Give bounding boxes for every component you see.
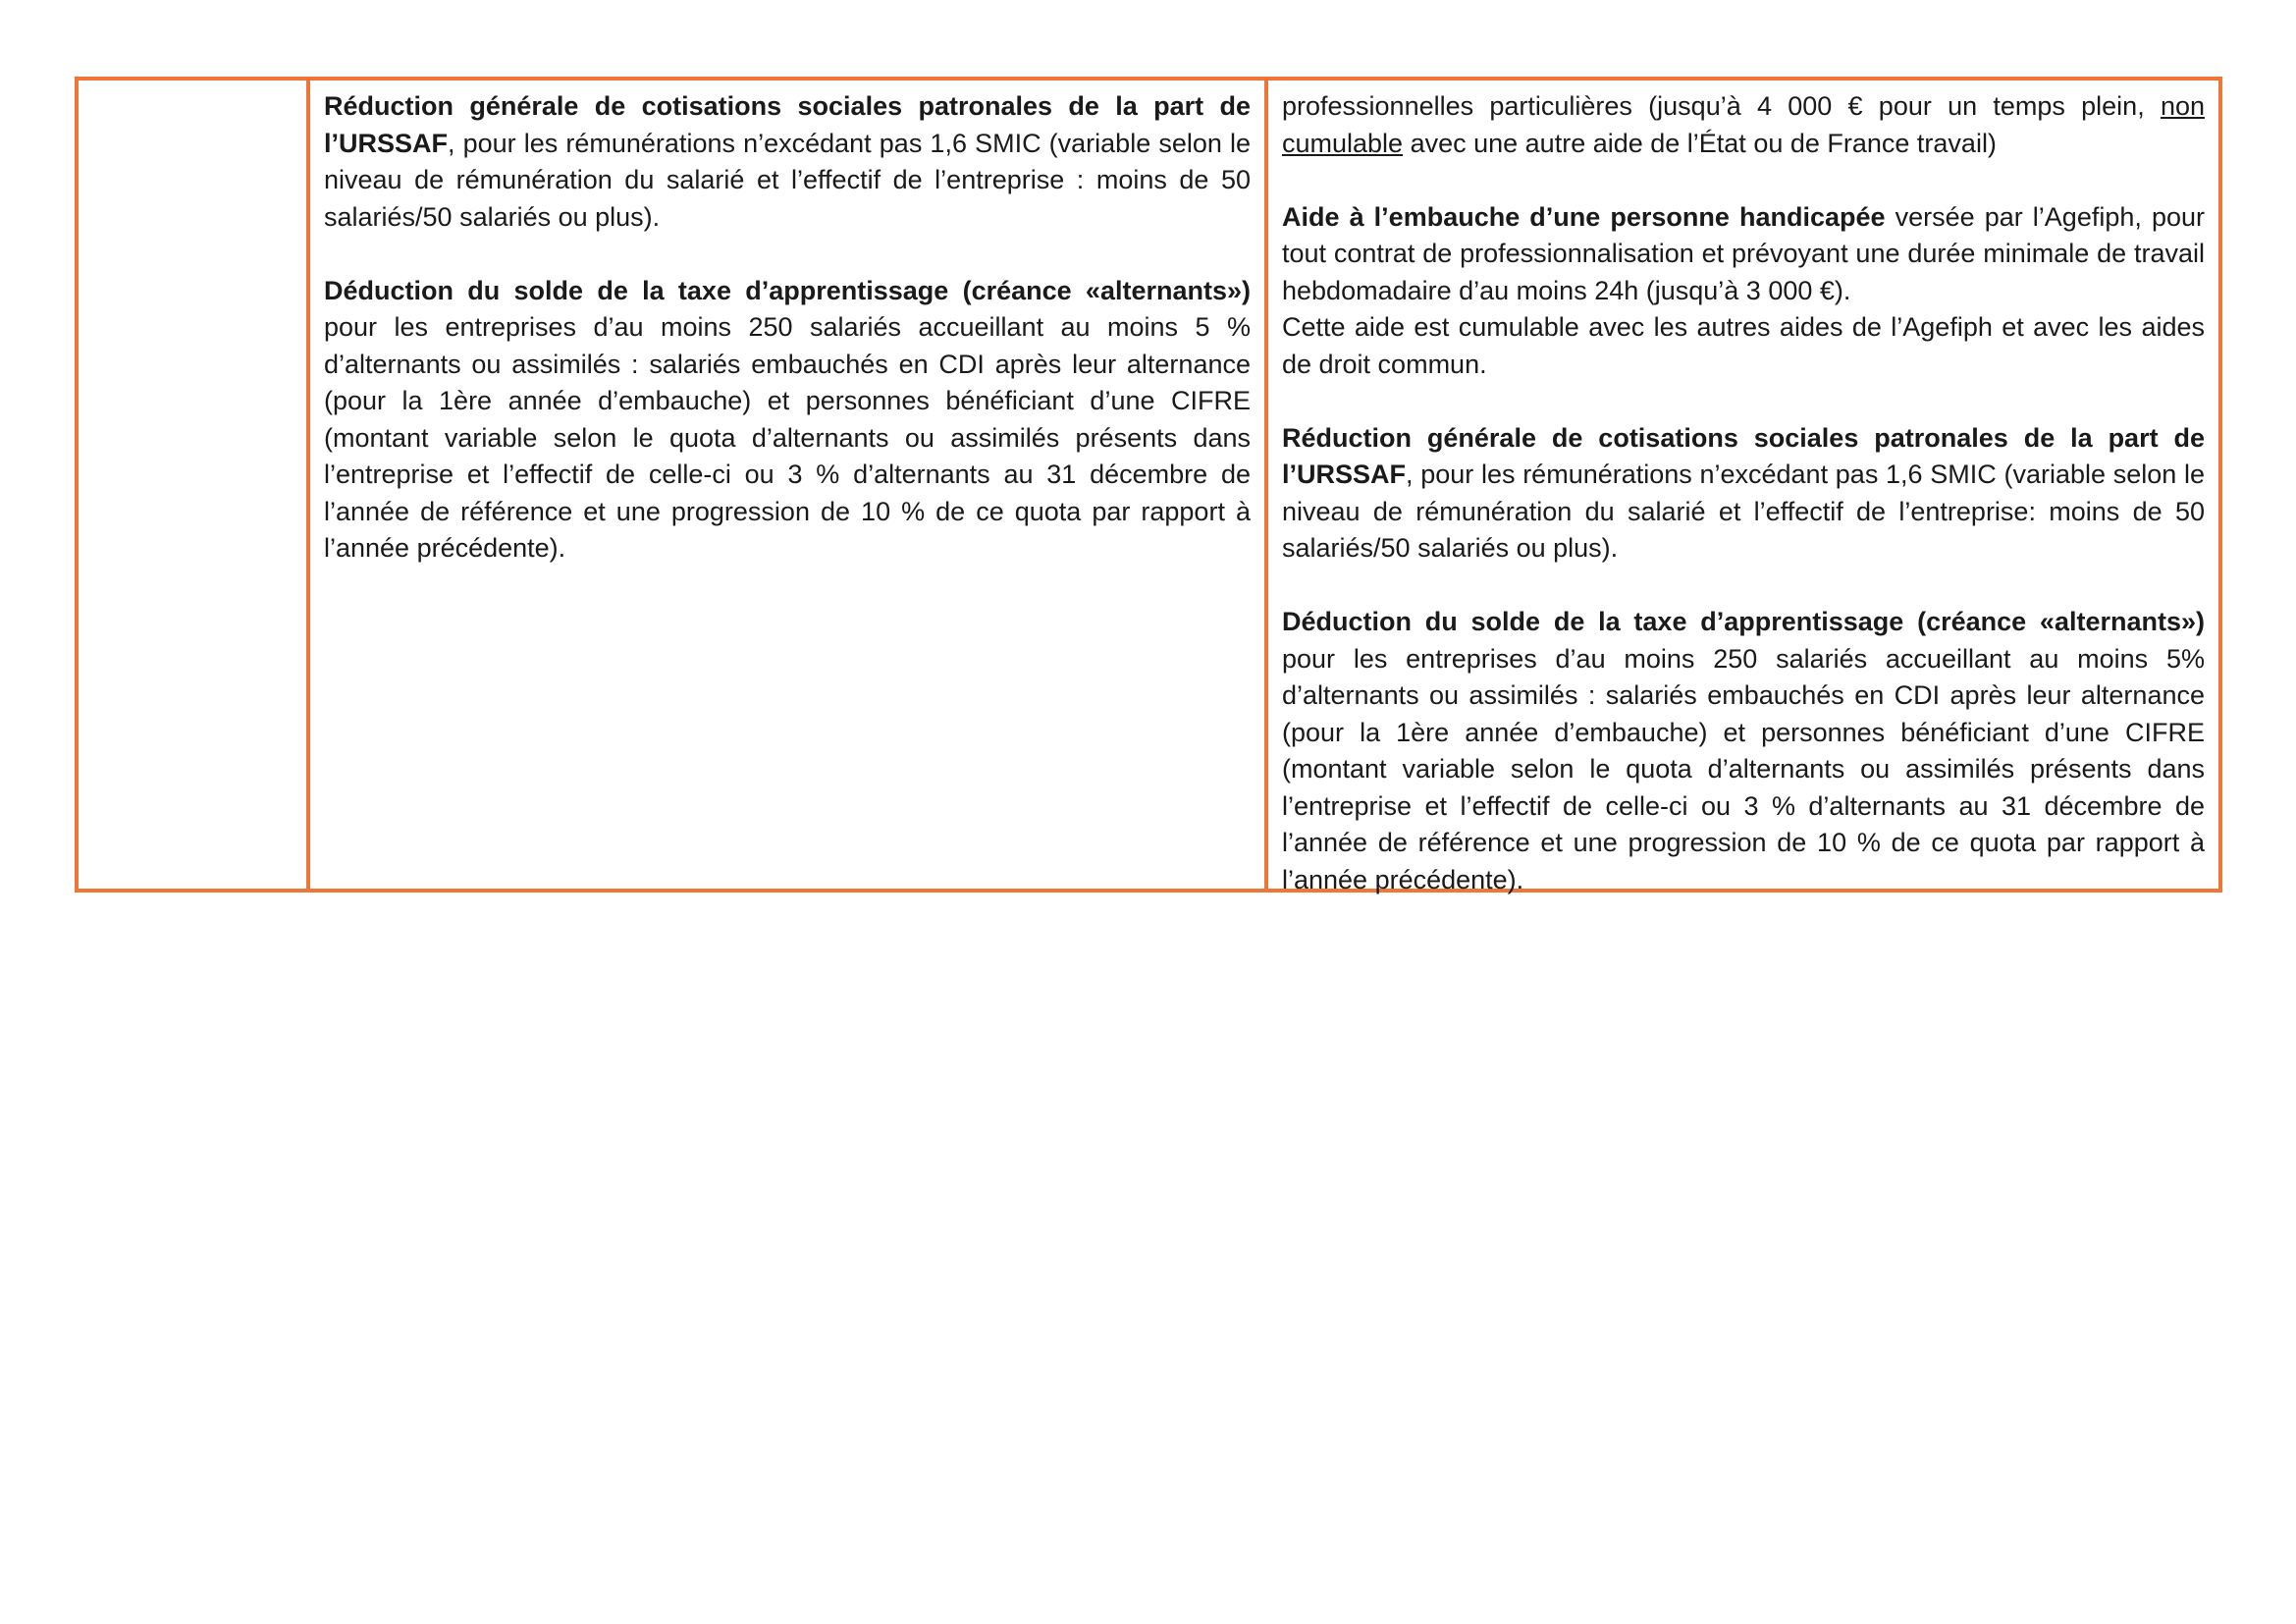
paragraph-apprenticeship-tax <box>324 273 1251 568</box>
paragraph-apprenticeship-tax <box>1282 604 2205 898</box>
paragraph-handicap-aid-cumul: Cette aide est cumulable avec les autres aides de l’Agefiph et avec les aides de droit commun. <box>1282 312 2205 379</box>
aid-table <box>75 77 2222 893</box>
table-cell-category <box>79 81 310 889</box>
paragraph-heading: Réduction générale de cotisations sociales patronales de la part de l’URSSAF <box>1282 422 2205 489</box>
underlined-text: non cumulable <box>1282 91 2205 158</box>
paragraph-body: pour les entreprises d’au moins 250 salariés accueillant au moins 5% d’alternants ou assimilés : salariés embauchés en CDI après leur alternance (pour la 1ère année d’embauche) et personnes bénéficiant d’une CIFRE (montant variable selon le quota d’alternants ou assimilés présents dans l’entreprise et l’effectif de celle-ci ou 3 % d’alternants au 31 décembre de l’année de référence et une progression de 10 % de ce quota par rapport à l’année précédente). <box>1282 643 2205 894</box>
paragraph-body: professionnelles particulières (jusqu’à 4 000 € pour un temps plein, <box>1282 91 2161 121</box>
paragraph-urssaf-reduction <box>324 88 1251 236</box>
paragraph-body: , pour les rémunérations n’excédant pas 1,6 SMIC (variable selon le niveau de rémunération du salarié et l’effectif de l’entreprise : moins de 50 salariés/50 salariés ou plus). <box>324 128 1251 232</box>
paragraph-handicap-aid <box>1282 199 2205 310</box>
paragraph-body: , pour les rémunérations n’excédant pas 1,6 SMIC (variable selon le niveau de rémunération du salarié et l’effectif de l’entreprise: moins de 50 salariés/50 salariés ou plus). <box>1282 460 2205 563</box>
paragraph-body: versée par l’Agefiph, pour tout contrat de professionnalisation et prévoyant une durée minimale de travail hebdomadaire d’au moins 24h (jusqu’à 3 000 €). <box>1282 201 2205 305</box>
paragraph-heading: Aide à l’embauche d’une personne handicapée <box>1282 201 1886 232</box>
paragraph-urssaf-reduction <box>1282 420 2205 568</box>
paragraph-body: pour les entreprises d’au moins 250 salariés accueillant au moins 5 % d’alternants ou assimilés : salariés embauchés en CDI après leur alternance (pour la 1ère année d’embauche) et personnes bénéficiant d’une CIFRE (montant variable selon le quota d’alternants ou assimilés présents dans l’entreprise et l’effectif de celle-ci ou 3 % d’alternants au 31 décembre de l’année de référence et une progression de 10 % de ce quota par rapport à l’année précédente). <box>324 312 1251 563</box>
paragraph-heading: Réduction générale de cotisations sociales patronales de la part de l’URSSAF <box>324 91 1251 158</box>
paragraph-body: avec une autre aide de l’État ou de France travail) <box>1403 128 1997 158</box>
paragraph-heading: Déduction du solde de la taxe d’apprentissage (créance «alternants») <box>324 275 1251 305</box>
table-cell-right <box>1268 81 2218 894</box>
paragraph-heading: Déduction du solde de la taxe d’apprentissage (créance «alternants») <box>1282 607 2205 636</box>
table-cell-middle <box>310 81 1268 889</box>
paragraph-continuation <box>1282 88 2205 162</box>
